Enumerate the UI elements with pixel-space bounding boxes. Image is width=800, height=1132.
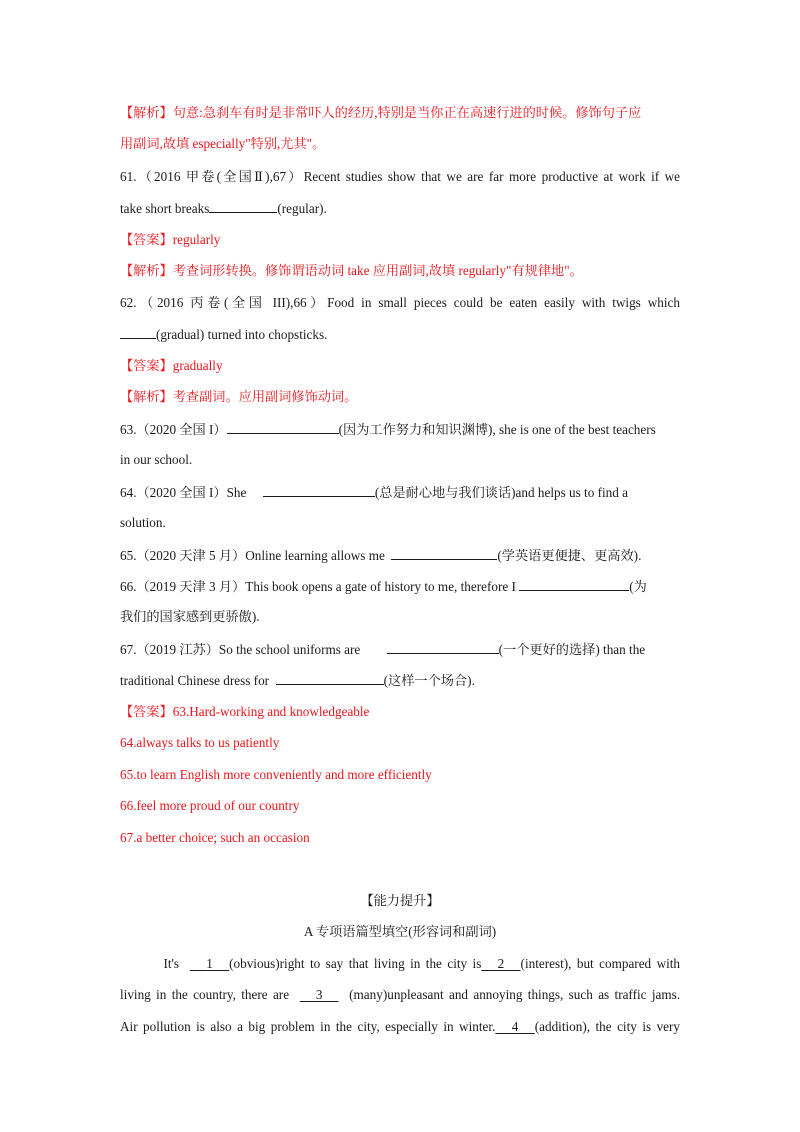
- answer-tag: 【答案】: [120, 358, 173, 373]
- q64-question-line1: 64.（2020 全国 I）She (总是耐心地与我们谈话)and helps us to find a: [120, 485, 628, 500]
- q63-question-line1: 63.（2020 全国 I） (因为工作努力和知识渊博), she is one of the best teachers: [120, 422, 656, 437]
- passage-blank-2[interactable]: 2: [497, 956, 505, 971]
- q63-blank[interactable]: [227, 420, 339, 434]
- answer-65: 65.to learn English more conveniently and more efficiently: [120, 767, 432, 782]
- q67-blank-2[interactable]: [276, 671, 384, 685]
- q62-answer: 【答案】gradually: [120, 358, 223, 373]
- q63-question-line2: in our school.: [120, 452, 193, 467]
- answer-tag: 【答案】: [120, 704, 173, 719]
- q62-question-line1: 62.（2016 丙卷(全国 III),66）Food in small pieces could be eaten easily with twigs which: [120, 295, 680, 310]
- analysis-tag: 【解析】: [120, 263, 173, 278]
- q62-question-line2: (gradual) turned into chopsticks.: [120, 325, 680, 344]
- passage-line3: Air pollution is also a big problem in the city, especially in winter. 4 (addition), the city is very: [120, 1019, 681, 1034]
- q64-question-line2: solution.: [120, 515, 166, 530]
- passage-blank-3[interactable]: 3: [315, 987, 323, 1002]
- answer-tag: 【答案】: [120, 232, 173, 247]
- section-subtitle: A 专项语篇型填空(形容词和副词): [303, 924, 497, 939]
- q62-analysis: 【解析】考查副词。应用副词修饰动词。: [120, 389, 358, 404]
- q61-question-line1: 61.（2016 甲卷(全国Ⅱ),67）Recent studies show that we are far more productive at work if we: [120, 169, 680, 184]
- q67-blank-1[interactable]: [387, 640, 499, 654]
- q61-blank[interactable]: [209, 199, 277, 213]
- q67-question-line1: 67.（2019 江苏）So the school uniforms are (一个更好的选择) than the: [120, 642, 646, 657]
- q66-blank[interactable]: [519, 577, 629, 591]
- q66-question-line2: 我们的国家感到更骄傲).: [120, 609, 260, 624]
- q60-analysis-line1: 【解析】句意:急刹车有时是非常吓人的经历,特别是当你正在高速行进的时候。修饰句子应: [120, 105, 642, 120]
- q64-blank[interactable]: [263, 483, 375, 497]
- answer-63: 【答案】63.Hard-working and knowledgeable: [120, 704, 370, 719]
- analysis-tag: 【解析】: [120, 389, 173, 404]
- q66-question-line1: 66.（2019 天津 3 月）This book opens a gate of history to me, therefore I (为: [120, 579, 647, 594]
- answer-64: 64.always talks to us patiently: [120, 735, 280, 750]
- passage-blank-1[interactable]: 1: [206, 956, 213, 971]
- passage-line1: It's 1 (obvious)right to say that living in the city is 2 (interest), but compared with: [163, 956, 681, 971]
- passage-line2: living in the country, there are 3 (many)unpleasant and annoying things, such as traffic jams.: [120, 987, 681, 1002]
- q61-answer: 【答案】regularly: [120, 232, 221, 247]
- q61-analysis: 【解析】考查词形转换。修饰谓语动词 take 应用副词,故填 regularly"有规律地"。: [120, 263, 583, 278]
- q65-question: 65.（2020 天津 5 月）Online learning allows me (学英语更便捷、更高效).: [120, 548, 642, 563]
- q65-blank[interactable]: [391, 546, 497, 560]
- section-title: 【能力提升】: [360, 893, 440, 908]
- q67-question-line2: traditional Chinese dress for (这样一个场合).: [120, 673, 475, 688]
- q61-question-line2: take short breaks (regular).: [120, 201, 327, 216]
- answer-67: 67.a better choice; such an occasion: [120, 830, 310, 845]
- q62-blank[interactable]: [120, 325, 156, 339]
- passage-blank-4[interactable]: 4: [511, 1019, 519, 1034]
- q60-analysis-line2: 用副词,故填 especially"特别,尤其"。: [120, 136, 326, 151]
- analysis-tag: 【解析】: [120, 105, 173, 120]
- answer-66: 66.feel more proud of our country: [120, 798, 300, 813]
